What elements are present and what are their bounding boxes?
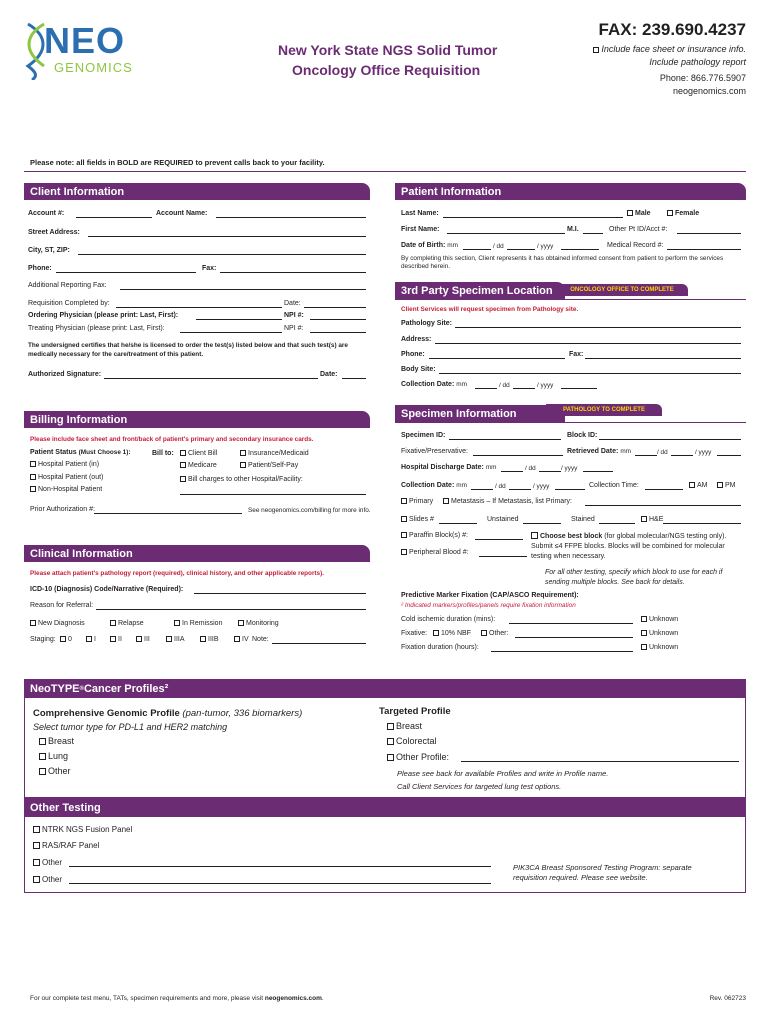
he-field[interactable]: [663, 523, 741, 524]
clinical-info-title: Clinical Information: [30, 547, 133, 560]
other-testing-block-note: For all other testing, specify which block to use for each if sending multiple blocks. See back for details.: [545, 569, 723, 586]
stage-i-option[interactable]: I: [86, 636, 96, 643]
collection-time-field[interactable]: [645, 489, 683, 490]
checkbox-icon: [481, 630, 487, 636]
checkbox-icon: [387, 754, 394, 761]
fixation-subtitle: ² Indicated markers/profiles/panels require fixation information: [401, 602, 576, 609]
checkbox-icon: [166, 636, 172, 642]
checkbox-icon: [593, 47, 599, 53]
client-info-header: [24, 183, 370, 200]
peripheral-blood-option[interactable]: Peripheral Blood #:: [401, 549, 469, 556]
mi-label: M.I.: [567, 226, 579, 233]
checkbox-icon: [180, 476, 186, 482]
authorized-signature-field[interactable]: [104, 378, 318, 379]
notice-divider: [24, 171, 746, 172]
discharge-date-label: Hospital Discharge Date: mm: [401, 464, 497, 471]
pathology-site-field[interactable]: [455, 327, 741, 328]
neotype-header: [24, 679, 746, 698]
spec-collection-yyyy-field[interactable]: [555, 489, 585, 490]
icd-field[interactable]: [194, 593, 366, 594]
comp-other-option[interactable]: Other: [39, 766, 71, 776]
neotype-section: [24, 698, 746, 798]
header-note-2: Include pathology report: [649, 57, 746, 67]
tp-collection-dd-label: / dd: [499, 382, 510, 389]
stage-0-option[interactable]: 0: [60, 636, 72, 643]
other-hospital-field[interactable]: [180, 494, 366, 495]
checkbox-icon: [200, 636, 206, 642]
bill-to-label: Bill to:: [152, 450, 174, 457]
oncology-office-tag: ONCOLOGY OFFICE TO COMPLETE: [556, 284, 688, 296]
stage-iv-option[interactable]: IV: [234, 636, 249, 643]
required-notice: Please note: all fields in BOLD are REQUIRED to prevent calls back to your facility.: [30, 158, 325, 167]
cold-ischemic-label: Cold ischemic duration (mins):: [401, 616, 496, 623]
fixation-title: Predictive Marker Fixation (CAP/ASCO Requirement):: [401, 592, 579, 599]
neotype-reg: ®: [79, 685, 84, 692]
fixative2-label: Fixative:: [401, 630, 428, 637]
footer-link[interactable]: neogenomics.com: [264, 995, 322, 1002]
specimen-info-header: [395, 405, 565, 422]
mi-field[interactable]: [583, 233, 603, 234]
checkbox-icon: [136, 636, 142, 642]
checkbox-icon: [641, 516, 647, 522]
checkbox-icon: [33, 876, 40, 883]
third-party-address-label: Address:: [401, 336, 432, 343]
fixation-duration-field[interactable]: [491, 651, 633, 652]
stained-field[interactable]: [599, 523, 635, 524]
treating-physician-label: Treating Physician (please print: Last, First):: [28, 325, 165, 332]
fixative-other-field[interactable]: [515, 637, 633, 638]
checkbox-icon: [30, 461, 36, 467]
fax-number: FAX: 239.690.4237: [598, 20, 746, 39]
other-testing-title: Other Testing: [30, 801, 101, 814]
billing-notice: Please include face sheet and front/back of patient's primary and secondary insurance cards.: [30, 436, 314, 443]
checkbox-icon: [60, 636, 66, 642]
ordering-physician-label: Ordering Physician (please print: Last, First):: [28, 312, 179, 319]
checkbox-icon: [531, 532, 538, 539]
checkbox-icon: [86, 636, 92, 642]
checkbox-icon: [401, 532, 407, 538]
dob-label: Date of Birth: mm: [401, 242, 458, 249]
reason-referral-label: Reason for Referral:: [30, 602, 94, 609]
treating-physician-field[interactable]: [180, 332, 282, 333]
body-site-field[interactable]: [439, 373, 741, 374]
city-field[interactable]: [78, 254, 366, 255]
he-option[interactable]: H&E: [641, 516, 663, 523]
dob-mm-field[interactable]: [463, 249, 491, 250]
third-party-fax-label: Fax:: [569, 351, 584, 358]
stained-label: Stained: [571, 516, 595, 523]
medical-record-field[interactable]: [667, 249, 741, 250]
checkbox-icon: [401, 549, 407, 555]
billing-info-header: [24, 411, 370, 428]
checkbox-icon: [30, 474, 36, 480]
ordering-physician-field[interactable]: [196, 319, 282, 320]
body-site-label: Body Site:: [401, 366, 436, 373]
req-date-field[interactable]: [304, 307, 366, 308]
requisition-by-label: Requisition Completed by:: [28, 300, 110, 307]
checkbox-icon: [33, 859, 40, 866]
stage-ii-option[interactable]: II: [110, 636, 122, 643]
comprehensive-title: Comprehensive Genomic Profile (pan-tumor, 336 biomarkers): [33, 708, 303, 719]
fixative-unknown-option[interactable]: Unknown: [641, 630, 678, 637]
comp-breast-option[interactable]: Breast: [39, 736, 74, 746]
third-party-phone-field[interactable]: [429, 358, 565, 359]
header-phone: Phone: 866.776.5907: [659, 73, 746, 83]
signature-date-label: Date:: [320, 371, 338, 378]
revision-label: Rev. 062723: [709, 995, 746, 1002]
street-field[interactable]: [88, 236, 366, 237]
duration-unknown-option[interactable]: Unknown: [641, 644, 678, 651]
in-remission-option[interactable]: In Remission: [174, 620, 222, 627]
metastasis-primary-field[interactable]: [585, 505, 741, 506]
paraffin-count-field[interactable]: [475, 539, 523, 540]
checkbox-icon: [240, 450, 246, 456]
discharge-dd-label: / dd: [525, 465, 536, 472]
requisition-by-field[interactable]: [116, 307, 282, 308]
select-tumor-text: Select tumor type for PD-L1 and HER2 matching: [33, 722, 228, 732]
third-party-fax-field[interactable]: [585, 358, 741, 359]
retrieved-yyyy-field[interactable]: [717, 455, 741, 456]
patient-info-header: [395, 183, 746, 200]
insurance-option[interactable]: Insurance/Medicaid: [240, 450, 309, 457]
checkbox-icon: [387, 738, 394, 745]
header-note-1: [593, 44, 746, 54]
checkbox-icon: [39, 753, 46, 760]
metastasis-option[interactable]: Metastasis – If Metastasis, list Primary:: [443, 498, 572, 505]
client-info-section: [24, 200, 370, 390]
self-pay-option[interactable]: Patient/Self-Pay: [240, 462, 298, 469]
tp-collection-date-label: Collection Date: mm: [401, 381, 467, 388]
checkbox-icon: [180, 450, 186, 456]
additional-fax-field[interactable]: [120, 289, 366, 290]
checkbox-icon: [240, 462, 246, 468]
patient-info-section: [395, 200, 746, 276]
client-phone-label: Phone:: [28, 265, 52, 272]
checkbox-icon: [180, 462, 186, 468]
checkbox-icon: [689, 482, 695, 488]
tp-collection-yyyy-label: / yyyy: [537, 382, 554, 389]
billing-info-section: [24, 428, 370, 520]
first-name-field[interactable]: [447, 233, 565, 234]
other-test-2-field[interactable]: [69, 883, 491, 884]
reason-referral-field[interactable]: [96, 609, 366, 610]
comp-lung-option[interactable]: Lung: [39, 751, 68, 761]
fixation-duration-label: Fixation duration (hours):: [401, 644, 479, 651]
last-name-field[interactable]: [443, 217, 623, 218]
checkbox-icon: [641, 630, 647, 636]
certification-text: The undersigned certifies that he/she is licensed to order the test(s) listed below and that such test(s) are medically necessary for the care/treatment of this patient.: [28, 342, 348, 358]
treating-npi-field[interactable]: [310, 332, 366, 333]
specimen-id-label: Specimen ID:: [401, 432, 446, 439]
nbf-option[interactable]: 10% NBF: [433, 630, 471, 637]
monitoring-option[interactable]: Monitoring: [238, 620, 279, 627]
checkbox-icon: [667, 210, 673, 216]
rasraf-option[interactable]: RAS/RAF Panel: [33, 841, 99, 850]
checkbox-icon: [33, 826, 40, 833]
non-hospital-option[interactable]: Non-Hospital Patient: [30, 486, 102, 493]
other-test-1-option[interactable]: Other: [33, 858, 62, 867]
specimen-collection-date-label: Collection Date: mm: [401, 482, 467, 489]
cold-ischemic-field[interactable]: [509, 623, 633, 624]
city-label: City, ST, ZIP:: [28, 247, 70, 254]
spec-collection-mm-field[interactable]: [471, 489, 493, 490]
specimen-info-title: Specimen Information: [401, 407, 517, 420]
stage-iiib-option[interactable]: IIIB: [200, 636, 219, 643]
cold-unknown-option[interactable]: Unknown: [641, 616, 678, 623]
first-name-label: First Name:: [401, 226, 440, 233]
patient-info-title: Patient Information: [401, 185, 502, 198]
targeted-other-field[interactable]: [461, 761, 739, 762]
checkbox-icon: [110, 620, 116, 626]
checkbox-icon: [387, 723, 394, 730]
peripheral-blood-field[interactable]: [479, 556, 527, 557]
third-party-phone-label: Phone:: [401, 351, 425, 358]
tp-collection-mm-field[interactable]: [475, 388, 497, 389]
account-number-field[interactable]: [76, 217, 152, 218]
slides-option[interactable]: Slides #: [401, 516, 434, 523]
dob-dd-label: / dd: [493, 243, 504, 250]
discharge-yyyy-label: / yyyy: [561, 465, 578, 472]
medicare-option[interactable]: Medicare: [180, 462, 217, 469]
prior-auth-field[interactable]: [94, 513, 242, 514]
spec-collection-dd-field[interactable]: [509, 489, 531, 490]
slides-count-field[interactable]: [439, 523, 477, 524]
consent-text: By completing this section, Client represents it has obtained informed consent from patient to perform the services described herein.: [401, 255, 724, 270]
client-info-title: Client Information: [30, 185, 125, 198]
checkbox-icon: [627, 210, 633, 216]
spec-collection-yyyy-label: / yyyy: [533, 483, 550, 490]
retrieved-dd-field[interactable]: [671, 455, 693, 456]
third-party-address-field[interactable]: [435, 343, 741, 344]
req-date-label: Date:: [284, 300, 301, 307]
checkbox-icon: [234, 636, 240, 642]
logo-neo: NEO: [44, 20, 126, 61]
clinical-info-section: [24, 562, 370, 658]
client-fax-label: Fax:: [202, 265, 217, 272]
targeted-breast-option[interactable]: Breast: [387, 721, 422, 731]
account-name-label: Account Name:: [156, 210, 208, 217]
block-id-field[interactable]: [599, 439, 741, 440]
billing-info-link[interactable]: See neogenomics.com/billing for more info.: [248, 507, 371, 514]
fixative-field[interactable]: [473, 455, 563, 456]
fixative-label: Fixative/Preservative:: [401, 448, 468, 455]
logo-genomics: GENOMICS: [54, 60, 133, 75]
checkbox-icon: [443, 498, 449, 504]
hospital-in-option[interactable]: Hospital Patient (in): [30, 461, 99, 468]
retrieved-dd-label: / dd: [657, 449, 668, 456]
checkbox-icon: [30, 620, 36, 626]
tp-collection-yyyy-field[interactable]: [561, 388, 597, 389]
male-option[interactable]: Male: [627, 210, 651, 217]
prior-auth-label: Prior Authorization #:: [30, 506, 95, 513]
paraffin-option[interactable]: Paraffin Block(s) #:: [401, 532, 468, 539]
relapse-option[interactable]: Relapse: [110, 620, 144, 627]
specimen-info-section: [395, 422, 746, 662]
other-pt-id-label: Other Pt ID/Acct #:: [609, 226, 668, 233]
staging-note-field[interactable]: [272, 643, 366, 644]
stage-iii-option[interactable]: III: [136, 636, 150, 643]
neotype-title-rest: Cancer Profiles²: [83, 682, 169, 695]
staging-note-label: Note:: [252, 636, 269, 643]
clinical-notice: Please attach patient's pathology report (required), clinical history, and other applicable reports).: [30, 570, 325, 577]
pik3ca-text: PIK3CA Breast Sponsored Testing Program: separate requisition required. Please see website.: [513, 863, 692, 882]
checkbox-icon: [401, 516, 407, 522]
checkbox-icon: [110, 636, 116, 642]
other-test-1-field[interactable]: [69, 866, 491, 867]
ntrk-option[interactable]: NTRK NGS Fusion Panel: [33, 825, 132, 834]
unstained-label: Unstained: [487, 516, 519, 523]
third-party-section: [395, 300, 746, 390]
checkbox-icon: [717, 482, 723, 488]
client-bill-option[interactable]: Client Bill: [180, 450, 217, 457]
third-party-header: [395, 282, 565, 299]
discharge-dd-field[interactable]: [539, 471, 561, 472]
female-option[interactable]: Female: [667, 210, 699, 217]
spec-collection-dd-label: / dd: [495, 483, 506, 490]
pathology-tag: PATHOLOGY TO COMPLETE: [546, 404, 662, 416]
primary-option[interactable]: Primary: [401, 498, 433, 505]
other-testing-header: [24, 798, 746, 817]
block-id-label: Block ID:: [567, 432, 598, 439]
retrieved-mm-field[interactable]: [635, 455, 657, 456]
checkbox-icon: [39, 738, 46, 745]
street-label: Street Address:: [28, 229, 80, 236]
checkbox-icon: [433, 630, 439, 636]
note1-text: Include face sheet or insurance info.: [601, 44, 746, 54]
checkbox-icon: [33, 842, 40, 849]
checkbox-icon: [641, 644, 647, 650]
account-number-label: Account #:: [28, 210, 65, 217]
retrieved-date-label: Retrieved Date: mm: [567, 448, 631, 455]
other-testing-section: [24, 817, 746, 893]
unstained-field[interactable]: [523, 523, 561, 524]
icd-label: ICD-10 (Diagnosis) Code/Narrative (Required):: [30, 586, 184, 593]
ordering-npi-field[interactable]: [310, 319, 366, 320]
additional-fax-label: Additional Reporting Fax:: [28, 282, 107, 289]
hospital-out-option[interactable]: Hospital Patient (out): [30, 474, 103, 481]
page-title-line1: New York State NGS Solid Tumor: [278, 42, 498, 58]
medical-record-label: Medical Record #:: [607, 242, 664, 249]
see-back-text: Please see back for available Profiles and write in Profile name.: [397, 769, 609, 778]
neotype-title: NeoTYPE: [30, 682, 80, 695]
discharge-yyyy-field[interactable]: [583, 471, 613, 472]
checkbox-icon: [641, 616, 647, 622]
pm-option[interactable]: PM: [717, 482, 736, 489]
discharge-mm-field[interactable]: [501, 471, 523, 472]
page-title-line2: Oncology Office Requisition: [292, 62, 481, 78]
collection-time-label: Collection Time:: [589, 482, 639, 489]
dob-dd-field[interactable]: [507, 249, 535, 250]
dob-yyyy-field[interactable]: [561, 249, 599, 250]
new-diagnosis-option[interactable]: New Diagnosis: [30, 620, 85, 627]
specimen-id-field[interactable]: [449, 439, 561, 440]
last-name-label: Last Name:: [401, 210, 439, 217]
fixative-other-option[interactable]: Other:: [481, 630, 508, 637]
am-option[interactable]: AM: [689, 482, 708, 489]
footer-text: For our complete test menu, TATs, specimen requirements and more, please visit neogenomics.com.: [30, 995, 324, 1002]
ordering-npi-label: NPI #:: [284, 312, 304, 319]
checkbox-icon: [238, 620, 244, 626]
clinical-info-header: [24, 545, 370, 562]
retrieved-yyyy-label: / yyyy: [695, 449, 712, 456]
billing-info-title: Billing Information: [30, 413, 128, 426]
targeted-other-option[interactable]: Other Profile:: [387, 752, 449, 762]
signature-date-field[interactable]: [342, 378, 366, 379]
checkbox-icon: [401, 498, 407, 504]
other-pt-id-field[interactable]: [677, 233, 741, 234]
checkbox-icon: [174, 620, 180, 626]
choose-best-block[interactable]: Choose best block (for global molecular/NGS testing only). Submit ≤4 FFPE blocks. Blocks will be combined for molecular testing when necessary.: [531, 533, 727, 560]
client-phone-field[interactable]: [56, 272, 196, 273]
logo: [22, 22, 152, 80]
call-client-text: Call Client Services for targeted lung test options.: [397, 782, 562, 791]
tp-collection-dd-field[interactable]: [513, 388, 535, 389]
checkbox-icon: [30, 486, 36, 492]
patient-status-label: Patient Status (Must Choose 1):: [30, 449, 131, 456]
other-test-2-option[interactable]: Other: [33, 875, 62, 884]
account-name-field[interactable]: [216, 217, 366, 218]
staging-label: Staging:: [30, 636, 56, 643]
dob-yyyy-label: / yyyy: [537, 243, 554, 250]
client-fax-field[interactable]: [220, 272, 366, 273]
third-party-title: 3rd Party Specimen Location: [401, 284, 553, 297]
targeted-title: Targeted Profile: [379, 706, 451, 717]
other-hospital-option[interactable]: Bill charges to other Hospital/Facility:: [180, 476, 303, 483]
stage-iiia-option[interactable]: IIIA: [166, 636, 185, 643]
treating-npi-label: NPI #:: [284, 325, 304, 332]
third-party-notice: Client Services will request specimen from Pathology site.: [401, 306, 579, 313]
authorized-signature-label: Authorized Signature:: [28, 371, 102, 378]
targeted-colorectal-option[interactable]: Colorectal: [387, 736, 437, 746]
checkbox-icon: [39, 768, 46, 775]
header-website: neogenomics.com: [672, 86, 746, 96]
pathology-site-label: Pathology Site:: [401, 320, 452, 327]
